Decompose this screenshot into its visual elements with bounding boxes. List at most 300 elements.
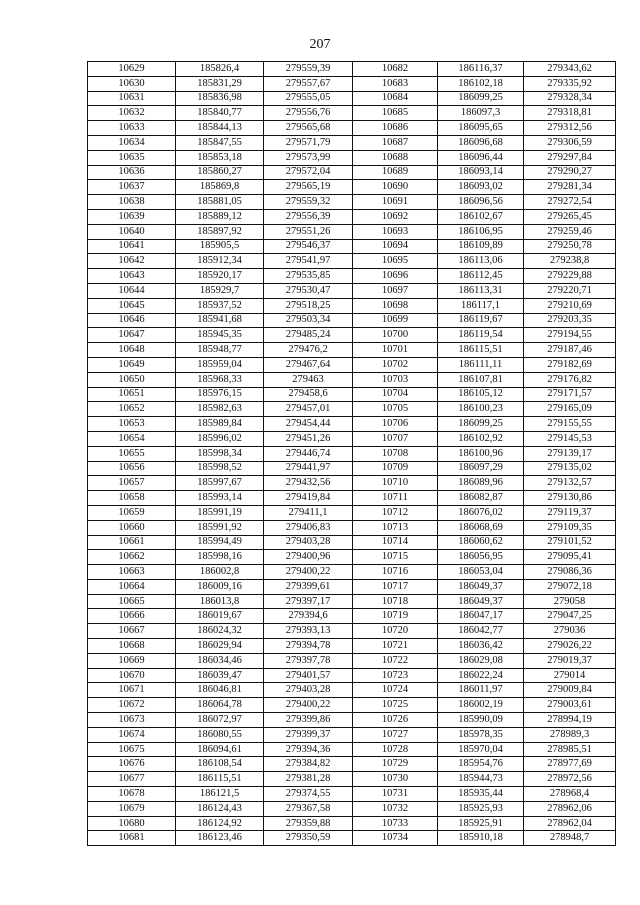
point-number-right-cell: 10691 bbox=[353, 195, 438, 210]
y-coordinate-left-cell: 279381,28 bbox=[264, 772, 353, 787]
x-coordinate-right-cell: 186096,68 bbox=[438, 135, 524, 150]
y-coordinate-left-cell: 279400,22 bbox=[264, 565, 353, 580]
point-number-left-cell: 10636 bbox=[88, 165, 176, 180]
y-coordinate-left-cell: 279551,26 bbox=[264, 224, 353, 239]
point-number-right-cell: 10684 bbox=[353, 91, 438, 106]
y-coordinate-right-cell: 279182,69 bbox=[524, 357, 616, 372]
table-row bbox=[88, 387, 616, 402]
table-row bbox=[88, 594, 616, 609]
point-number-right-cell: 10698 bbox=[353, 298, 438, 313]
y-coordinate-right-cell: 279318,81 bbox=[524, 106, 616, 121]
y-coordinate-right-cell: 279101,52 bbox=[524, 535, 616, 550]
x-coordinate-right-cell: 185935,44 bbox=[438, 787, 524, 802]
y-coordinate-right-cell: 279009,84 bbox=[524, 683, 616, 698]
point-number-right-cell: 10722 bbox=[353, 653, 438, 668]
point-number-right-cell: 10694 bbox=[353, 239, 438, 254]
y-coordinate-right-cell: 278972,56 bbox=[524, 772, 616, 787]
table-row bbox=[88, 698, 616, 713]
y-coordinate-left-cell: 279565,19 bbox=[264, 180, 353, 195]
point-number-left-cell: 10639 bbox=[88, 209, 176, 224]
table-row bbox=[88, 283, 616, 298]
x-coordinate-right-cell: 186100,23 bbox=[438, 402, 524, 417]
y-coordinate-left-cell: 279571,79 bbox=[264, 135, 353, 150]
x-coordinate-right-cell: 186089,96 bbox=[438, 476, 524, 491]
point-number-right-cell: 10690 bbox=[353, 180, 438, 195]
y-coordinate-right-cell: 279229,88 bbox=[524, 269, 616, 284]
y-coordinate-right-cell: 279072,18 bbox=[524, 579, 616, 594]
x-coordinate-right-cell: 185970,04 bbox=[438, 742, 524, 757]
y-coordinate-left-cell: 279397,17 bbox=[264, 594, 353, 609]
y-coordinate-left-cell: 279503,34 bbox=[264, 313, 353, 328]
y-coordinate-left-cell: 279394,36 bbox=[264, 742, 353, 757]
y-coordinate-left-cell: 279541,97 bbox=[264, 254, 353, 269]
y-coordinate-right-cell: 279036 bbox=[524, 624, 616, 639]
table-row bbox=[88, 579, 616, 594]
y-coordinate-right-cell: 279171,57 bbox=[524, 387, 616, 402]
x-coordinate-left-cell: 185844,13 bbox=[176, 121, 264, 136]
y-coordinate-left-cell: 279573,99 bbox=[264, 150, 353, 165]
y-coordinate-right-cell: 279086,36 bbox=[524, 565, 616, 580]
table-row bbox=[88, 461, 616, 476]
table-row bbox=[88, 653, 616, 668]
y-coordinate-right-cell: 278968,4 bbox=[524, 787, 616, 802]
table-row bbox=[88, 62, 616, 77]
y-coordinate-right-cell: 279343,62 bbox=[524, 62, 616, 77]
y-coordinate-right-cell: 279026,22 bbox=[524, 639, 616, 654]
point-number-left-cell: 10647 bbox=[88, 328, 176, 343]
y-coordinate-right-cell: 279187,46 bbox=[524, 343, 616, 358]
y-coordinate-left-cell: 279403,28 bbox=[264, 683, 353, 698]
point-number-right-cell: 10718 bbox=[353, 594, 438, 609]
x-coordinate-right-cell: 186105,12 bbox=[438, 387, 524, 402]
y-coordinate-left-cell: 279384,82 bbox=[264, 757, 353, 772]
point-number-right-cell: 10706 bbox=[353, 417, 438, 432]
y-coordinate-right-cell: 279135,02 bbox=[524, 461, 616, 476]
point-number-left-cell: 10632 bbox=[88, 106, 176, 121]
table-row bbox=[88, 520, 616, 535]
x-coordinate-right-cell: 186093,02 bbox=[438, 180, 524, 195]
y-coordinate-right-cell: 279290,27 bbox=[524, 165, 616, 180]
x-coordinate-left-cell: 186124,92 bbox=[176, 816, 264, 831]
x-coordinate-right-cell: 186011,97 bbox=[438, 683, 524, 698]
point-number-left-cell: 10653 bbox=[88, 417, 176, 432]
point-number-left-cell: 10670 bbox=[88, 668, 176, 683]
x-coordinate-right-cell: 186042,77 bbox=[438, 624, 524, 639]
point-number-left-cell: 10668 bbox=[88, 639, 176, 654]
x-coordinate-right-cell: 186100,96 bbox=[438, 446, 524, 461]
x-coordinate-left-cell: 186024,32 bbox=[176, 624, 264, 639]
y-coordinate-left-cell: 279556,39 bbox=[264, 209, 353, 224]
y-coordinate-right-cell: 278985,51 bbox=[524, 742, 616, 757]
point-number-left-cell: 10638 bbox=[88, 195, 176, 210]
point-number-right-cell: 10685 bbox=[353, 106, 438, 121]
y-coordinate-right-cell: 279238,8 bbox=[524, 254, 616, 269]
point-number-right-cell: 10683 bbox=[353, 76, 438, 91]
point-number-right-cell: 10715 bbox=[353, 550, 438, 565]
x-coordinate-right-cell: 185925,93 bbox=[438, 801, 524, 816]
y-coordinate-left-cell: 279393,13 bbox=[264, 624, 353, 639]
table-row bbox=[88, 801, 616, 816]
x-coordinate-right-cell: 186117,1 bbox=[438, 298, 524, 313]
y-coordinate-right-cell: 279058 bbox=[524, 594, 616, 609]
point-number-right-cell: 10712 bbox=[353, 505, 438, 520]
x-coordinate-left-cell: 185982,63 bbox=[176, 402, 264, 417]
point-number-right-cell: 10729 bbox=[353, 757, 438, 772]
y-coordinate-right-cell: 278989,3 bbox=[524, 727, 616, 742]
table-row bbox=[88, 150, 616, 165]
point-number-right-cell: 10704 bbox=[353, 387, 438, 402]
x-coordinate-right-cell: 186113,06 bbox=[438, 254, 524, 269]
x-coordinate-left-cell: 186124,43 bbox=[176, 801, 264, 816]
y-coordinate-right-cell: 279250,78 bbox=[524, 239, 616, 254]
table-row bbox=[88, 121, 616, 136]
table-row bbox=[88, 816, 616, 831]
x-coordinate-left-cell: 185826,4 bbox=[176, 62, 264, 77]
x-coordinate-right-cell: 186106,95 bbox=[438, 224, 524, 239]
point-number-left-cell: 10661 bbox=[88, 535, 176, 550]
table-row bbox=[88, 165, 616, 180]
x-coordinate-right-cell: 186097,29 bbox=[438, 461, 524, 476]
point-number-right-cell: 10710 bbox=[353, 476, 438, 491]
x-coordinate-left-cell: 185847,55 bbox=[176, 135, 264, 150]
x-coordinate-left-cell: 185993,14 bbox=[176, 491, 264, 506]
x-coordinate-left-cell: 185989,84 bbox=[176, 417, 264, 432]
y-coordinate-left-cell: 279411,1 bbox=[264, 505, 353, 520]
y-coordinate-right-cell: 279220,71 bbox=[524, 283, 616, 298]
table-row bbox=[88, 372, 616, 387]
y-coordinate-left-cell: 279359,88 bbox=[264, 816, 353, 831]
y-coordinate-left-cell: 279401,57 bbox=[264, 668, 353, 683]
x-coordinate-left-cell: 186046,81 bbox=[176, 683, 264, 698]
point-number-left-cell: 10633 bbox=[88, 121, 176, 136]
point-number-left-cell: 10666 bbox=[88, 609, 176, 624]
table-row bbox=[88, 624, 616, 639]
point-number-left-cell: 10656 bbox=[88, 461, 176, 476]
x-coordinate-left-cell: 186121,5 bbox=[176, 787, 264, 802]
y-coordinate-left-cell: 279399,61 bbox=[264, 579, 353, 594]
x-coordinate-left-cell: 185948,77 bbox=[176, 343, 264, 358]
y-coordinate-left-cell: 279454,44 bbox=[264, 417, 353, 432]
y-coordinate-right-cell: 279210,69 bbox=[524, 298, 616, 313]
x-coordinate-left-cell: 185945,35 bbox=[176, 328, 264, 343]
point-number-left-cell: 10679 bbox=[88, 801, 176, 816]
point-number-right-cell: 10731 bbox=[353, 787, 438, 802]
table-row bbox=[88, 239, 616, 254]
x-coordinate-right-cell: 185954,76 bbox=[438, 757, 524, 772]
point-number-left-cell: 10635 bbox=[88, 150, 176, 165]
point-number-right-cell: 10721 bbox=[353, 639, 438, 654]
x-coordinate-right-cell: 186002,19 bbox=[438, 698, 524, 713]
point-number-left-cell: 10674 bbox=[88, 727, 176, 742]
table-row bbox=[88, 224, 616, 239]
x-coordinate-right-cell: 186102,92 bbox=[438, 431, 524, 446]
y-coordinate-left-cell: 279559,32 bbox=[264, 195, 353, 210]
x-coordinate-right-cell: 186096,44 bbox=[438, 150, 524, 165]
y-coordinate-right-cell: 279203,35 bbox=[524, 313, 616, 328]
point-number-right-cell: 10713 bbox=[353, 520, 438, 535]
point-number-right-cell: 10687 bbox=[353, 135, 438, 150]
x-coordinate-left-cell: 186080,55 bbox=[176, 727, 264, 742]
x-coordinate-right-cell: 186099,25 bbox=[438, 417, 524, 432]
x-coordinate-right-cell: 186119,54 bbox=[438, 328, 524, 343]
y-coordinate-left-cell: 279432,56 bbox=[264, 476, 353, 491]
table-row bbox=[88, 135, 616, 150]
table-row bbox=[88, 727, 616, 742]
y-coordinate-right-cell: 279259,46 bbox=[524, 224, 616, 239]
y-coordinate-left-cell: 279400,22 bbox=[264, 698, 353, 713]
x-coordinate-right-cell: 186068,69 bbox=[438, 520, 524, 535]
point-number-left-cell: 10663 bbox=[88, 565, 176, 580]
x-coordinate-left-cell: 185905,5 bbox=[176, 239, 264, 254]
x-coordinate-left-cell: 185997,67 bbox=[176, 476, 264, 491]
table-row bbox=[88, 209, 616, 224]
point-number-left-cell: 10659 bbox=[88, 505, 176, 520]
y-coordinate-right-cell: 279132,57 bbox=[524, 476, 616, 491]
y-coordinate-right-cell: 279019,37 bbox=[524, 653, 616, 668]
point-number-left-cell: 10680 bbox=[88, 816, 176, 831]
y-coordinate-right-cell: 279119,37 bbox=[524, 505, 616, 520]
x-coordinate-right-cell: 186049,37 bbox=[438, 594, 524, 609]
table-row bbox=[88, 772, 616, 787]
x-coordinate-left-cell: 185860,27 bbox=[176, 165, 264, 180]
x-coordinate-right-cell: 186097,3 bbox=[438, 106, 524, 121]
y-coordinate-right-cell: 279165,09 bbox=[524, 402, 616, 417]
y-coordinate-right-cell: 279109,35 bbox=[524, 520, 616, 535]
y-coordinate-left-cell: 279419,84 bbox=[264, 491, 353, 506]
table-row bbox=[88, 91, 616, 106]
y-coordinate-left-cell: 279485,24 bbox=[264, 328, 353, 343]
y-coordinate-right-cell: 279176,82 bbox=[524, 372, 616, 387]
x-coordinate-left-cell: 186039,47 bbox=[176, 668, 264, 683]
x-coordinate-left-cell: 185991,92 bbox=[176, 520, 264, 535]
table-row bbox=[88, 476, 616, 491]
table-row bbox=[88, 550, 616, 565]
x-coordinate-left-cell: 185836,98 bbox=[176, 91, 264, 106]
x-coordinate-left-cell: 185840,77 bbox=[176, 106, 264, 121]
y-coordinate-right-cell: 279306,59 bbox=[524, 135, 616, 150]
y-coordinate-left-cell: 279535,85 bbox=[264, 269, 353, 284]
page-number: 207 bbox=[309, 37, 331, 52]
x-coordinate-left-cell: 185897,92 bbox=[176, 224, 264, 239]
table-row bbox=[88, 195, 616, 210]
point-number-right-cell: 10730 bbox=[353, 772, 438, 787]
x-coordinate-left-cell: 185991,19 bbox=[176, 505, 264, 520]
x-coordinate-left-cell: 186123,46 bbox=[176, 831, 264, 846]
point-number-right-cell: 10708 bbox=[353, 446, 438, 461]
point-number-right-cell: 10703 bbox=[353, 372, 438, 387]
point-number-left-cell: 10658 bbox=[88, 491, 176, 506]
point-number-right-cell: 10724 bbox=[353, 683, 438, 698]
table-row bbox=[88, 535, 616, 550]
y-coordinate-left-cell: 279394,6 bbox=[264, 609, 353, 624]
x-coordinate-left-cell: 186115,51 bbox=[176, 772, 264, 787]
y-coordinate-right-cell: 279145,53 bbox=[524, 431, 616, 446]
point-number-left-cell: 10660 bbox=[88, 520, 176, 535]
point-number-right-cell: 10711 bbox=[353, 491, 438, 506]
x-coordinate-right-cell: 185978,35 bbox=[438, 727, 524, 742]
x-coordinate-right-cell: 186056,95 bbox=[438, 550, 524, 565]
x-coordinate-left-cell: 185889,12 bbox=[176, 209, 264, 224]
point-number-right-cell: 10700 bbox=[353, 328, 438, 343]
point-number-right-cell: 10732 bbox=[353, 801, 438, 816]
table-row bbox=[88, 742, 616, 757]
x-coordinate-left-cell: 186094,61 bbox=[176, 742, 264, 757]
x-coordinate-left-cell: 185881,05 bbox=[176, 195, 264, 210]
point-number-left-cell: 10643 bbox=[88, 269, 176, 284]
point-number-right-cell: 10716 bbox=[353, 565, 438, 580]
x-coordinate-right-cell: 185944,73 bbox=[438, 772, 524, 787]
y-coordinate-left-cell: 279546,37 bbox=[264, 239, 353, 254]
y-coordinate-left-cell: 279441,97 bbox=[264, 461, 353, 476]
x-coordinate-right-cell: 186099,25 bbox=[438, 91, 524, 106]
y-coordinate-right-cell: 279297,84 bbox=[524, 150, 616, 165]
y-coordinate-left-cell: 279400,96 bbox=[264, 550, 353, 565]
x-coordinate-left-cell: 185869,8 bbox=[176, 180, 264, 195]
x-coordinate-left-cell: 186002,8 bbox=[176, 565, 264, 580]
x-coordinate-left-cell: 185959,04 bbox=[176, 357, 264, 372]
x-coordinate-left-cell: 185831,29 bbox=[176, 76, 264, 91]
point-number-right-cell: 10714 bbox=[353, 535, 438, 550]
point-number-right-cell: 10688 bbox=[353, 150, 438, 165]
y-coordinate-left-cell: 279457,01 bbox=[264, 402, 353, 417]
table-row bbox=[88, 254, 616, 269]
x-coordinate-right-cell: 186049,37 bbox=[438, 579, 524, 594]
x-coordinate-left-cell: 185996,02 bbox=[176, 431, 264, 446]
point-number-left-cell: 10640 bbox=[88, 224, 176, 239]
y-coordinate-left-cell: 279406,83 bbox=[264, 520, 353, 535]
table-row bbox=[88, 446, 616, 461]
x-coordinate-right-cell: 186113,31 bbox=[438, 283, 524, 298]
point-number-right-cell: 10702 bbox=[353, 357, 438, 372]
point-number-right-cell: 10695 bbox=[353, 254, 438, 269]
point-number-left-cell: 10634 bbox=[88, 135, 176, 150]
x-coordinate-left-cell: 185853,18 bbox=[176, 150, 264, 165]
y-coordinate-right-cell: 279194,55 bbox=[524, 328, 616, 343]
x-coordinate-right-cell: 185990,09 bbox=[438, 713, 524, 728]
point-number-right-cell: 10727 bbox=[353, 727, 438, 742]
point-number-left-cell: 10630 bbox=[88, 76, 176, 91]
y-coordinate-right-cell: 279014 bbox=[524, 668, 616, 683]
x-coordinate-right-cell: 186047,17 bbox=[438, 609, 524, 624]
point-number-right-cell: 10728 bbox=[353, 742, 438, 757]
x-coordinate-left-cell: 185998,34 bbox=[176, 446, 264, 461]
y-coordinate-left-cell: 279458,6 bbox=[264, 387, 353, 402]
table-row bbox=[88, 787, 616, 802]
point-number-left-cell: 10641 bbox=[88, 239, 176, 254]
point-number-right-cell: 10725 bbox=[353, 698, 438, 713]
x-coordinate-left-cell: 185976,15 bbox=[176, 387, 264, 402]
point-number-left-cell: 10649 bbox=[88, 357, 176, 372]
x-coordinate-right-cell: 186119,67 bbox=[438, 313, 524, 328]
point-number-left-cell: 10673 bbox=[88, 713, 176, 728]
x-coordinate-left-cell: 186019,67 bbox=[176, 609, 264, 624]
x-coordinate-left-cell: 185968,33 bbox=[176, 372, 264, 387]
y-coordinate-right-cell: 279312,56 bbox=[524, 121, 616, 136]
y-coordinate-left-cell: 279463 bbox=[264, 372, 353, 387]
point-number-right-cell: 10686 bbox=[353, 121, 438, 136]
point-number-right-cell: 10696 bbox=[353, 269, 438, 284]
table-row bbox=[88, 431, 616, 446]
y-coordinate-right-cell: 278994,19 bbox=[524, 713, 616, 728]
coordinates-table bbox=[87, 61, 616, 846]
y-coordinate-right-cell: 279003,61 bbox=[524, 698, 616, 713]
table-row bbox=[88, 683, 616, 698]
point-number-left-cell: 10667 bbox=[88, 624, 176, 639]
x-coordinate-left-cell: 185920,17 bbox=[176, 269, 264, 284]
point-number-left-cell: 10655 bbox=[88, 446, 176, 461]
x-coordinate-right-cell: 185925,91 bbox=[438, 816, 524, 831]
y-coordinate-right-cell: 279265,45 bbox=[524, 209, 616, 224]
point-number-left-cell: 10631 bbox=[88, 91, 176, 106]
y-coordinate-left-cell: 279374,55 bbox=[264, 787, 353, 802]
x-coordinate-left-cell: 186064,78 bbox=[176, 698, 264, 713]
table-row bbox=[88, 639, 616, 654]
y-coordinate-left-cell: 279367,58 bbox=[264, 801, 353, 816]
x-coordinate-right-cell: 186082,87 bbox=[438, 491, 524, 506]
y-coordinate-right-cell: 279130,86 bbox=[524, 491, 616, 506]
y-coordinate-left-cell: 279555,05 bbox=[264, 91, 353, 106]
y-coordinate-left-cell: 279556,76 bbox=[264, 106, 353, 121]
table-row bbox=[88, 180, 616, 195]
point-number-left-cell: 10657 bbox=[88, 476, 176, 491]
x-coordinate-right-cell: 186096,56 bbox=[438, 195, 524, 210]
point-number-left-cell: 10645 bbox=[88, 298, 176, 313]
y-coordinate-right-cell: 278962,06 bbox=[524, 801, 616, 816]
point-number-right-cell: 10726 bbox=[353, 713, 438, 728]
x-coordinate-right-cell: 186107,81 bbox=[438, 372, 524, 387]
x-coordinate-right-cell: 186053,04 bbox=[438, 565, 524, 580]
y-coordinate-right-cell: 279095,41 bbox=[524, 550, 616, 565]
y-coordinate-left-cell: 279446,74 bbox=[264, 446, 353, 461]
x-coordinate-left-cell: 186108,54 bbox=[176, 757, 264, 772]
y-coordinate-left-cell: 279565,68 bbox=[264, 121, 353, 136]
y-coordinate-right-cell: 279139,17 bbox=[524, 446, 616, 461]
table-row bbox=[88, 106, 616, 121]
point-number-left-cell: 10644 bbox=[88, 283, 176, 298]
table-row bbox=[88, 713, 616, 728]
y-coordinate-left-cell: 279451,26 bbox=[264, 431, 353, 446]
y-coordinate-left-cell: 279572,04 bbox=[264, 165, 353, 180]
point-number-left-cell: 10678 bbox=[88, 787, 176, 802]
y-coordinate-left-cell: 279557,67 bbox=[264, 76, 353, 91]
y-coordinate-left-cell: 279403,28 bbox=[264, 535, 353, 550]
point-number-left-cell: 10677 bbox=[88, 772, 176, 787]
point-number-right-cell: 10692 bbox=[353, 209, 438, 224]
point-number-right-cell: 10689 bbox=[353, 165, 438, 180]
y-coordinate-right-cell: 279155,55 bbox=[524, 417, 616, 432]
point-number-left-cell: 10629 bbox=[88, 62, 176, 77]
point-number-left-cell: 10665 bbox=[88, 594, 176, 609]
table-row bbox=[88, 76, 616, 91]
table-row bbox=[88, 757, 616, 772]
point-number-left-cell: 10676 bbox=[88, 757, 176, 772]
coordinates-table-body bbox=[88, 62, 616, 846]
y-coordinate-right-cell: 279335,92 bbox=[524, 76, 616, 91]
x-coordinate-right-cell: 186093,14 bbox=[438, 165, 524, 180]
point-number-left-cell: 10652 bbox=[88, 402, 176, 417]
y-coordinate-right-cell: 278948,7 bbox=[524, 831, 616, 846]
point-number-left-cell: 10672 bbox=[88, 698, 176, 713]
x-coordinate-right-cell: 186060,62 bbox=[438, 535, 524, 550]
x-coordinate-right-cell: 186029,08 bbox=[438, 653, 524, 668]
x-coordinate-right-cell: 186115,51 bbox=[438, 343, 524, 358]
point-number-left-cell: 10651 bbox=[88, 387, 176, 402]
point-number-right-cell: 10701 bbox=[353, 343, 438, 358]
point-number-right-cell: 10717 bbox=[353, 579, 438, 594]
x-coordinate-left-cell: 186009,16 bbox=[176, 579, 264, 594]
x-coordinate-left-cell: 185941,68 bbox=[176, 313, 264, 328]
x-coordinate-left-cell: 185994,49 bbox=[176, 535, 264, 550]
